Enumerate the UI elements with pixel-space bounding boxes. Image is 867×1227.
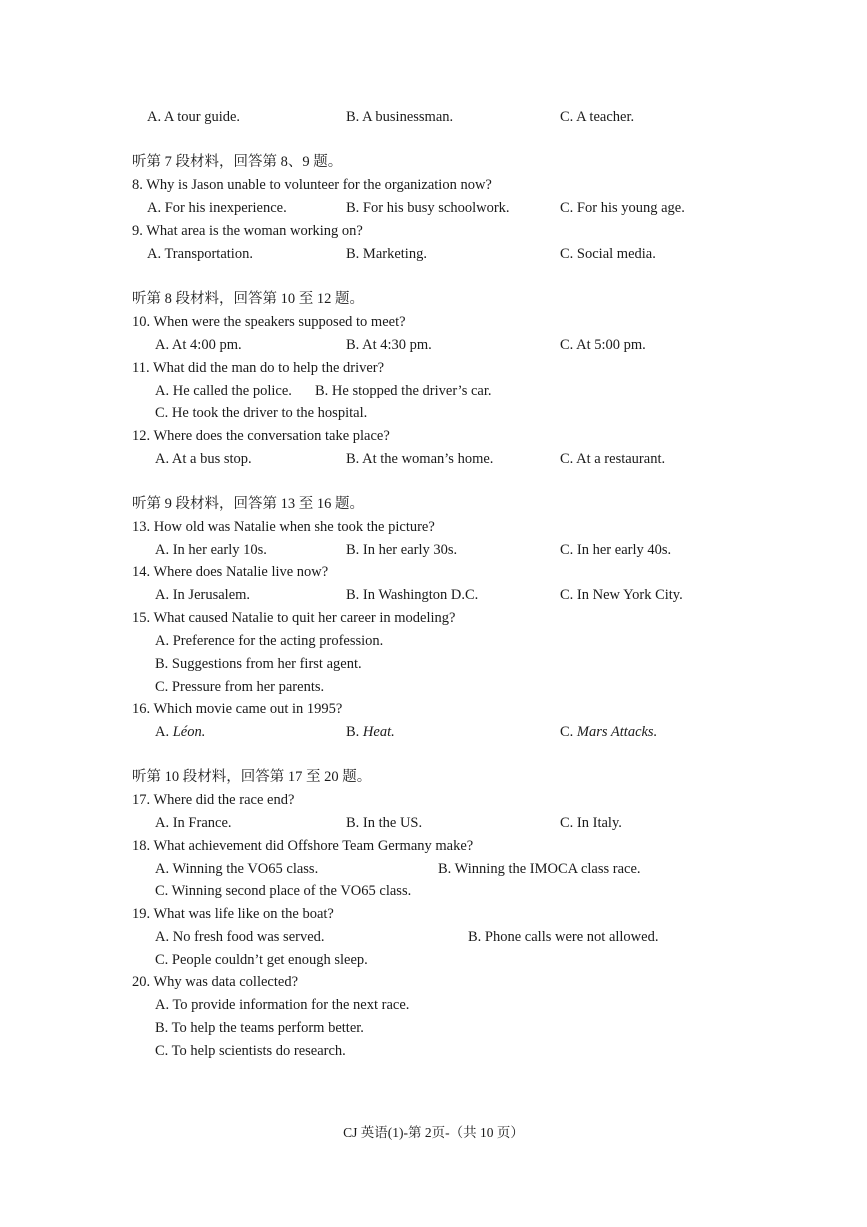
q19-option-c: C. People couldn’t get enough sleep. [155,952,368,968]
q15-option-b: B. Suggestions from her first agent. [155,656,362,672]
q12-option-c: C. At a restaurant. [560,451,666,467]
movie-title-leon: Léon. [172,724,206,740]
q10-option-c: C. At 5:00 pm. [560,337,646,353]
q18-option-c: C. Winning second place of the VO65 class. [155,883,412,899]
movie-title-mars-attacks: Mars Attacks. [576,724,658,740]
q15-option-c: C. Pressure from her parents. [155,679,325,695]
section-8-heading: 听第 8 段材料，回答第 10 至 12 题。 [132,291,364,307]
q12-option-a: A. At a bus stop. [155,451,252,467]
q19-option-a: A. No fresh food was served. [155,929,325,945]
q13-stem: 13. How old was Natalie when she took the picture? [132,519,435,535]
q13-option-a: A. In her early 10s. [155,542,267,558]
q11-option-b: B. He stopped the driver’s car. [315,383,492,399]
q18-stem: 18. What achievement did Offshore Team Germany make? [132,838,474,854]
q17-stem: 17. Where did the race end? [132,792,295,808]
movie-title-heat: Heat. [362,724,395,740]
q16-option-b: B. Heat. [346,724,395,740]
q11-option-a: A. He called the police. [155,383,292,399]
q15-option-a: A. Preference for the acting profession. [155,633,384,649]
q7-option-b: B. A businessman. [346,109,454,125]
q18-option-a: A. Winning the VO65 class. [155,861,319,877]
q12-option-b: B. At the woman’s home. [346,451,494,467]
q7-option-a: A. A tour guide. [147,109,241,125]
q13-option-c: C. In her early 40s. [560,542,672,558]
q11-stem: 11. What did the man do to help the driver? [132,360,385,376]
q17-option-b: B. In the US. [346,815,423,831]
q18-option-b: B. Winning the IMOCA class race. [438,861,641,877]
q9-stem: 9. What area is the woman working on? [132,223,363,239]
q16-option-c: C. Mars Attacks. [560,724,658,740]
q10-option-b: B. At 4:30 pm. [346,337,432,353]
q11-option-c: C. He took the driver to the hospital. [155,405,368,421]
q9-option-a: A. Transportation. [147,246,253,262]
q17-option-c: C. In Italy. [560,815,622,831]
q14-option-a: A. In Jerusalem. [155,587,251,603]
q20-stem: 20. Why was data collected? [132,974,299,990]
q8-option-a: A. For his inexperience. [147,200,287,216]
q9-option-b: B. Marketing. [346,246,427,262]
q7-option-c: C. A teacher. [560,109,635,125]
q9-option-c: C. Social media. [560,246,656,262]
q14-option-c: C. In New York City. [560,587,683,603]
q10-option-a: A. At 4:00 pm. [155,337,242,353]
q8-option-b: B. For his busy schoolwork. [346,200,510,216]
section-10-heading: 听第 10 段材料，回答第 17 至 20 题。 [132,769,372,785]
q14-stem: 14. Where does Natalie live now? [132,564,329,580]
q8-stem: 8. Why is Jason unable to volunteer for the organization now? [132,177,492,193]
q20-option-c: C. To help scientists do research. [155,1043,346,1059]
q15-stem: 15. What caused Natalie to quit her career in modeling? [132,610,456,626]
q12-stem: 12. Where does the conversation take place? [132,428,390,444]
q16-option-a: A. Léon. [155,724,206,740]
q19-stem: 19. What was life like on the boat? [132,906,334,922]
q13-option-b: B. In her early 30s. [346,542,458,558]
q16-stem: 16. Which movie came out in 1995? [132,701,343,717]
q8-option-c: C. For his young age. [560,200,685,216]
section-9-heading: 听第 9 段材料，回答第 13 至 16 题。 [132,496,364,512]
page-footer: CJ 英语(1)-第 2页-（共 10 页） [343,1125,524,1140]
q19-option-b: B. Phone calls were not allowed. [468,929,659,945]
q20-option-b: B. To help the teams perform better. [155,1020,364,1036]
q20-option-a: A. To provide information for the next race. [155,997,410,1013]
q14-option-b: B. In Washington D.C. [346,587,479,603]
q10-stem: 10. When were the speakers supposed to meet? [132,314,406,330]
q17-option-a: A. In France. [155,815,232,831]
section-7-heading: 听第 7 段材料，回答第 8、9 题。 [132,154,343,170]
